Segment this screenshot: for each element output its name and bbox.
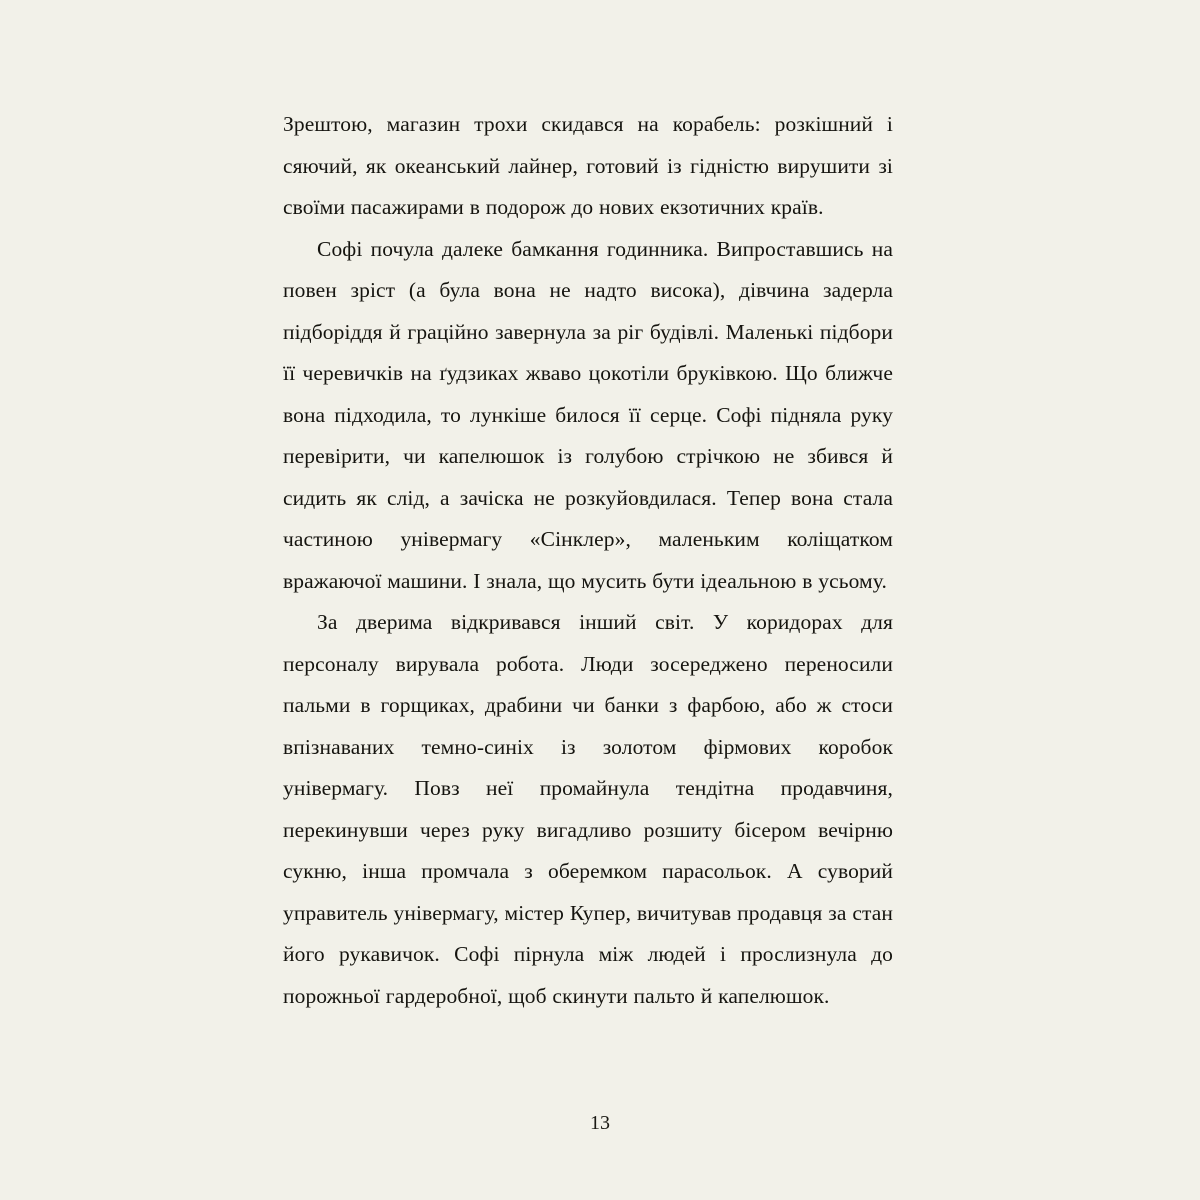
page-number: 13 [590, 1112, 610, 1134]
paragraph-3: За дверима відкривався інший світ. У коридорах для персоналу вирувала робота. Люди зосереджено переносили пальми в горщиках, драбини чи банки з фарбою, або ж стоси впізнаваних темно-синіх із золотом фірмових коробок універмагу. Повз неї промайнула тендітна продавчиня, перекинувши через руку вигадливо розшиту бісером вечірню сукню, інша промчала з оберемком парасольок. А суворий управитель універмагу, містер Купер, вичитував продавця за стан його рукавичок. Софі пірнула між людей і прослизнула до порожньої гардеробної, щоб скинути пальто й капелюшок. [283, 610, 893, 1008]
paragraph-2: Софі почула далеке бамкання годинника. Випроставшись на повен зріст (а була вона не надто висока), дівчина задерла підборіддя й граційно завернула за ріг будівлі. Маленькі підбори її черевичків на ґудзиках жваво цокотіли бруківкою. Що ближче вона підходила, то лункіше билося її серце. Софі підняла руку перевірити, чи капелюшок із голубою стрічкою не збився й сидить як слід, а зачіска не розкуйовдилася. Тепер вона стала частиною універмагу «Сінклер», маленьким коліщатком вражаючої машини. І знала, що мусить бути ідеальною в усьому. [283, 236, 893, 593]
paragraph-1: Зрештою, магазин трохи скидався на корабель: розкішний і сяючий, як океанський лайнер, готовий із гідністю вирушити зі своїми пасажирами в подорож до нових екзотичних країв. [283, 112, 893, 219]
body-text-column [283, 104, 893, 1017]
